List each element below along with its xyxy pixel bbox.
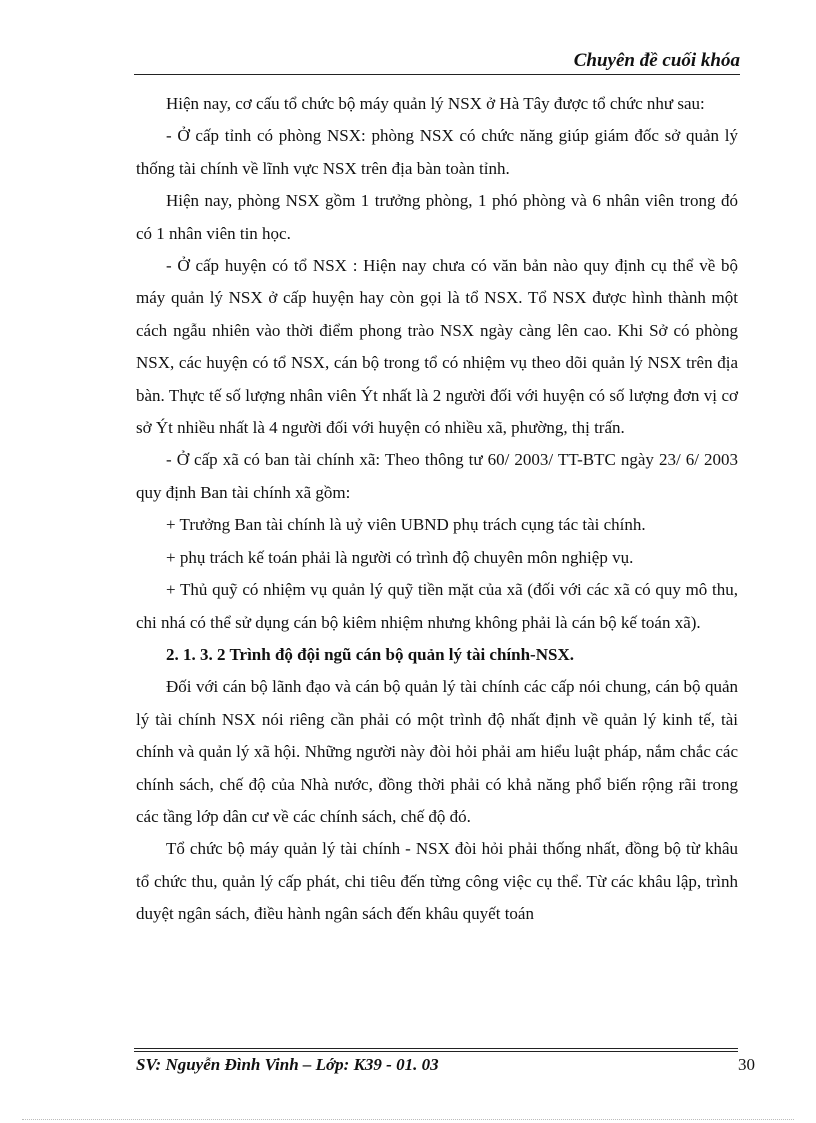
footer-author: SV: Nguyễn Đình Vinh – Lớp: K39 - 01. 03 [136, 1055, 439, 1074]
paragraph-organization: Tổ chức bộ máy quản lý tài chính - NSX đòi hỏi phải thống nhất, đồng bộ từ khâu tổ chức thu, quản lý cấp phát, chi tiêu đến từng công việc cụ thể. Từ các khâu lập, trình duyệt ngân sách, điều hành ngân sách đến khâu quyết toán [136, 839, 738, 924]
paragraph-bullet-accountant: + phụ trách kế toán phải là người có trình độ chuyên môn nghiệp vụ. [166, 547, 634, 567]
header-title: Chuyên đề cuối khóa [573, 50, 740, 71]
page-number: 30 [738, 1055, 755, 1074]
paragraph-intro: Hiện nay, cơ cấu tổ chức bộ máy quản lý NSX ở Hà Tây được tổ chức như sau: [166, 94, 705, 113]
paragraph-staff-qualification: Đối với cán bộ lãnh đạo và cán bộ quản lý tài chính các cấp nói chung, cán bộ quản lý tài chính NSX nói riêng cần phải có một trình độ nhất định về quản lý kinh tế, tài chính và quản lý xã hội. Những người này đòi hỏi phải am hiểu luật pháp, nắm chắc các chính sách, chế độ của Nhà nước, đồng thời phải có khả năng phổ biến rộng rãi trong các tầng lớp dân cư về các chính sách, chế độ đó. [136, 677, 738, 826]
paragraph-bullet-treasurer: + Thủ quỹ có nhiệm vụ quản lý quỹ tiền mặt của xã (đối với các xã có quy mô thu, chi nhá có thể sử dụng cán bộ kiêm nhiệm nhưng không phải là cán bộ kế toán xã). [136, 580, 738, 632]
paragraph-bullet-head: + Trưởng Ban tài chính là uỷ viên UBND phụ trách cụng tác tài chính. [166, 515, 646, 535]
paragraph-district-level: - Ở cấp huyện có tổ NSX : Hiện nay chưa có văn bản nào quy định cụ thể về bộ máy quản lý NSX ở cấp huyện hay còn gọi là tổ NSX. Tổ NSX được hình thành một cách ngẫu nhiên vào thời điểm phong trào NSX ngày càng lên cao. Khi Sở có phòng NSX, các huyện có tổ NSX, cán bộ trong tổ có nhiệm vụ theo dõi quản lý NSX trên địa bàn. Thực tế số lượng nhân viên Ýt nhất là 2 người đối với huyện có số lượng đơn vị cơ sở Ýt nhiều nhất là 4 người đối với huyện có nhiều xã, phường, thị trấn. [136, 256, 738, 438]
document-body [136, 88, 738, 931]
section-heading: 2. 1. 3. 2 Trình độ đội ngũ cán bộ quản lý tài chính-NSX. [166, 644, 574, 664]
footer-divider-bottom [134, 1051, 738, 1052]
header-divider [134, 74, 740, 75]
footer-divider-top [134, 1048, 738, 1049]
paragraph-province-level: - Ở cấp tỉnh có phòng NSX: phòng NSX có chức năng giúp giám đốc sở quản lý thống tài chính về lĩnh vực NSX trên địa bàn toàn tỉnh. [136, 126, 738, 178]
paragraph-staff-count: Hiện nay, phòng NSX gồm 1 trưởng phòng, 1 phó phòng và 6 nhân viên trong đó có 1 nhân viên tin học. [136, 191, 738, 243]
page-edge-dotted-line [22, 1119, 794, 1120]
paragraph-commune-level: - Ở cấp xã có ban tài chính xã: Theo thông tư 60/ 2003/ TT-BTC ngày 23/ 6/ 2003 quy định Ban tài chính xã gồm: [136, 450, 738, 502]
